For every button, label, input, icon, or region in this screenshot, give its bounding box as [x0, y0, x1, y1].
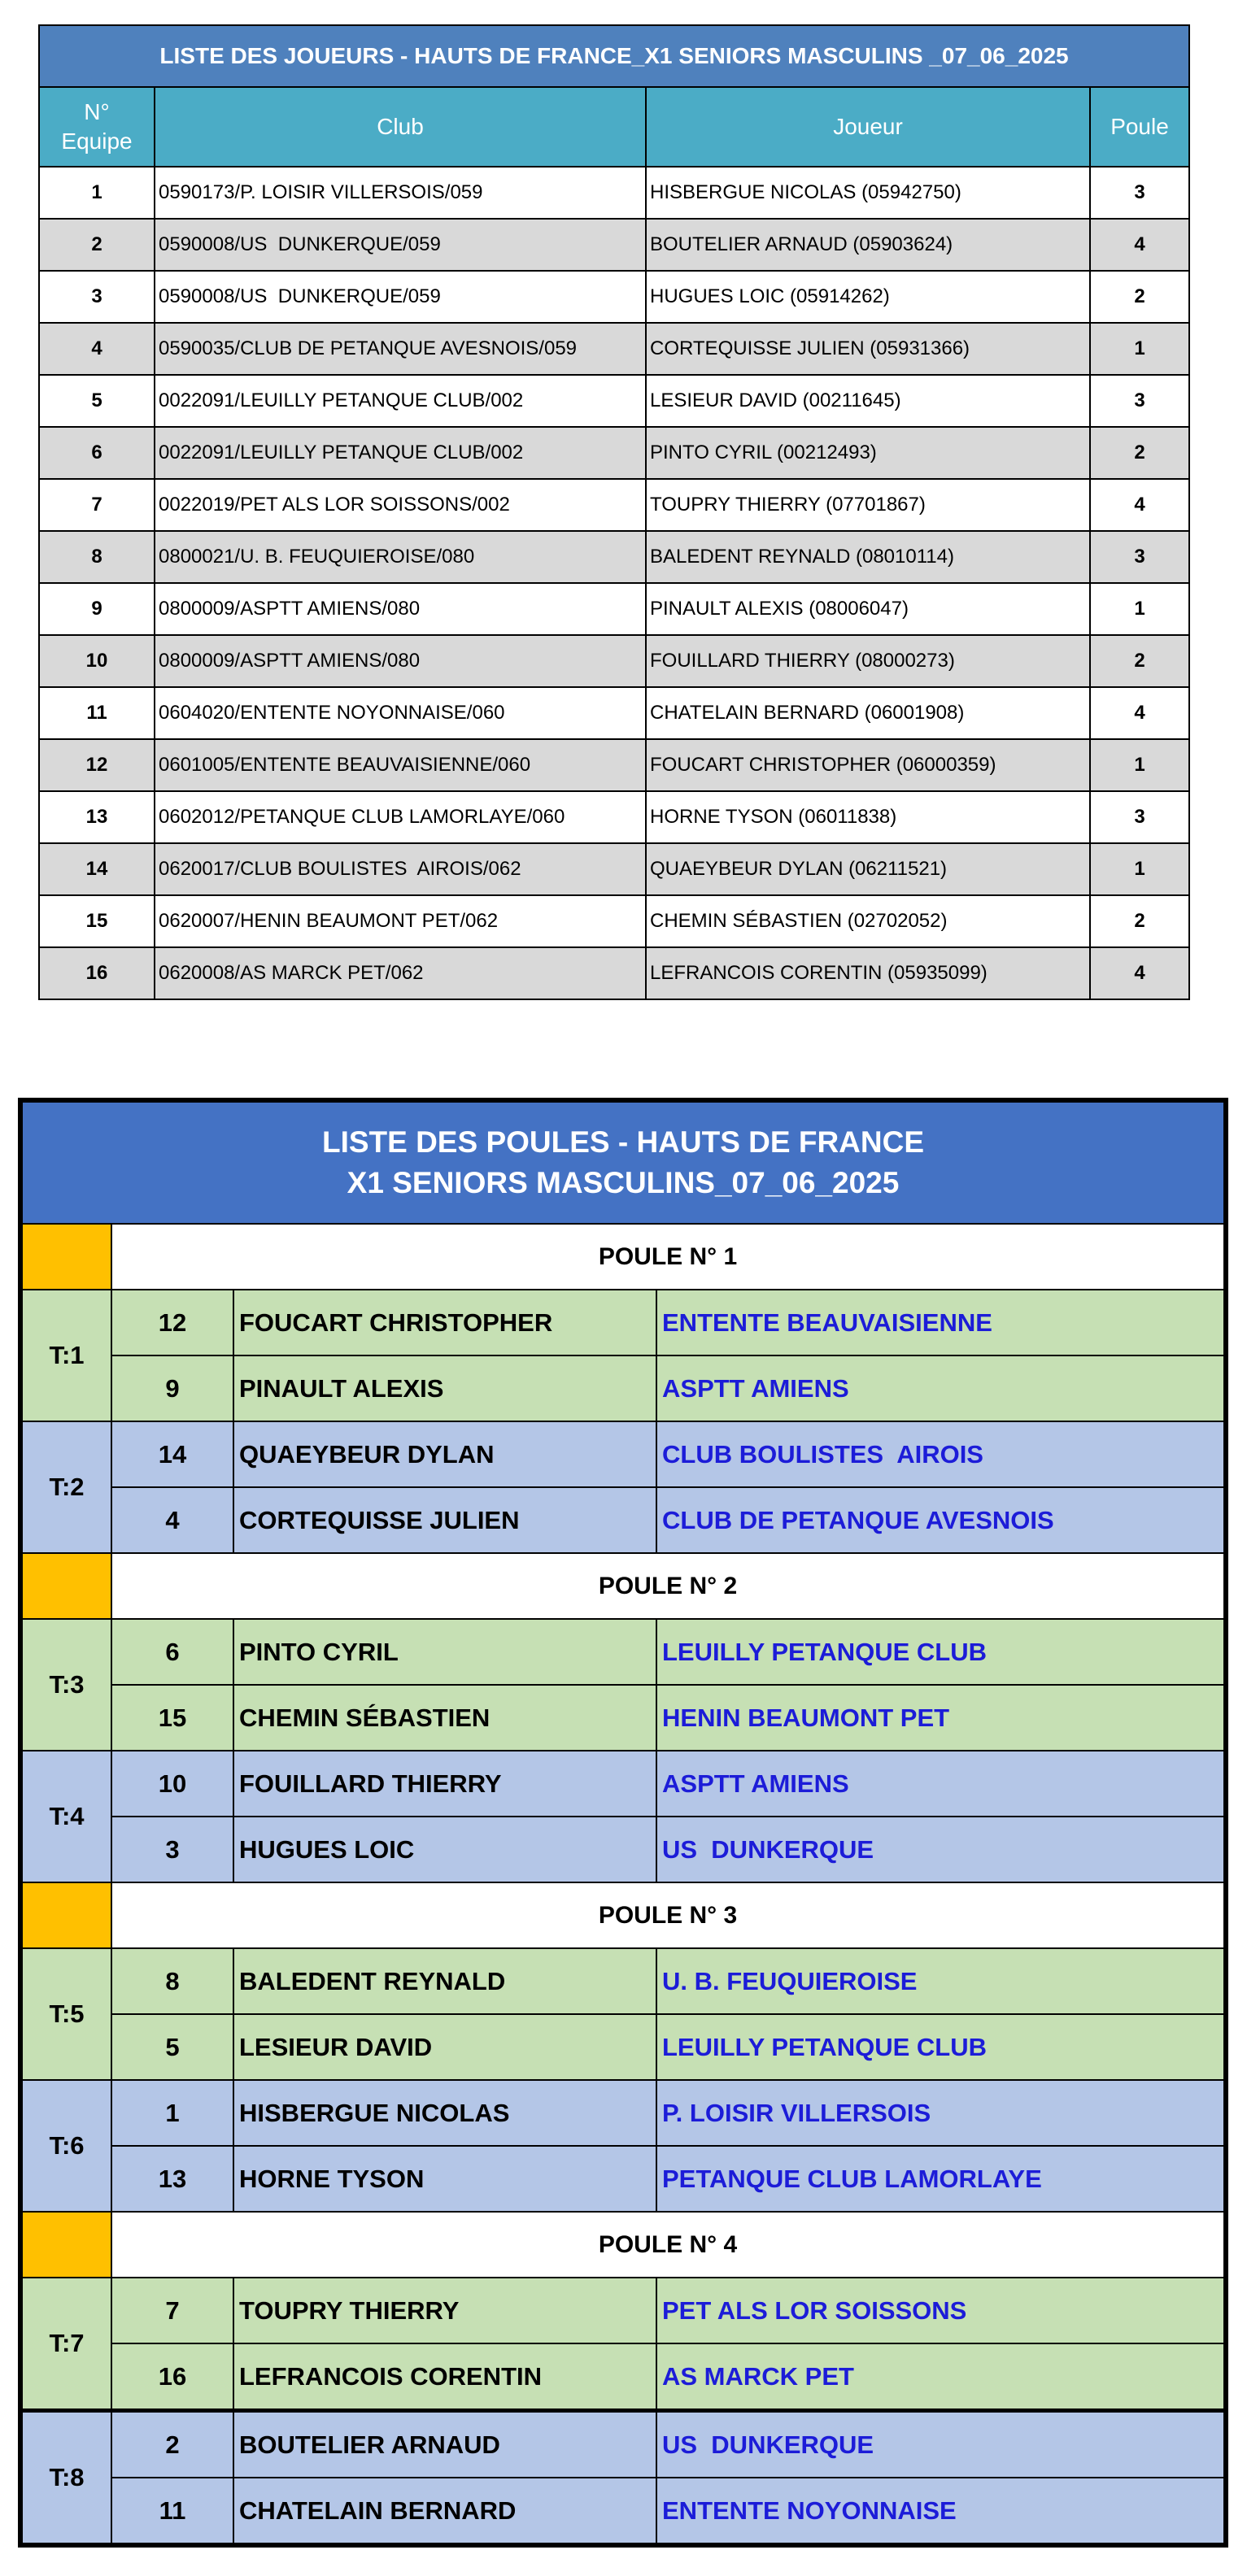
team-number: 1: [39, 167, 155, 219]
pool-cell: 4: [1090, 479, 1189, 531]
player-cell: FOUCART CHRISTOPHER (06000359): [646, 739, 1090, 791]
team-number: 1: [111, 2080, 233, 2146]
match-player-row: [20, 2411, 1226, 2478]
pool-marker: [20, 1224, 111, 1290]
match-player-row: [20, 1685, 1226, 1751]
club-cell: 0620017/CLUB BOULISTES AIROIS/062: [155, 843, 646, 895]
player-cell: BOUTELIER ARNAUD (05903624): [646, 219, 1090, 271]
player-row: [39, 323, 1189, 375]
club-name: P. LOISIR VILLERSOIS: [656, 2080, 1226, 2146]
player-name: PINAULT ALEXIS: [233, 1355, 656, 1421]
player-cell: QUAEYBEUR DYLAN (06211521): [646, 843, 1090, 895]
terrain-label: T:7: [20, 2278, 111, 2411]
player-name: PINTO CYRIL: [233, 1619, 656, 1685]
team-number: 10: [111, 1751, 233, 1817]
team-number: 16: [111, 2343, 233, 2411]
team-number: 14: [39, 843, 155, 895]
pool-title: POULE N° 3: [111, 1882, 1226, 1948]
match-player-row: [20, 1817, 1226, 1882]
pool-header-row: [20, 1224, 1226, 1290]
terrain-label: T:5: [20, 1948, 111, 2080]
pool-marker: [20, 1882, 111, 1948]
club-cell: 0590173/P. LOISIR VILLERSOIS/059: [155, 167, 646, 219]
player-row: [39, 895, 1189, 947]
club-cell: 0022091/LEUILLY PETANQUE CLUB/002: [155, 375, 646, 427]
pool-cell: 3: [1090, 375, 1189, 427]
club-name: ASPTT AMIENS: [656, 1751, 1226, 1817]
team-number: 6: [111, 1619, 233, 1685]
match-player-row: [20, 1948, 1226, 2014]
pools-table: [18, 1098, 1228, 2548]
player-row: [39, 947, 1189, 999]
player-name: LESIEUR DAVID: [233, 2014, 656, 2080]
club-cell: 0800009/ASPTT AMIENS/080: [155, 583, 646, 635]
club-cell: 0590008/US DUNKERQUE/059: [155, 271, 646, 323]
pool-cell: 2: [1090, 895, 1189, 947]
club-cell: 0590008/US DUNKERQUE/059: [155, 219, 646, 271]
pool-cell: 2: [1090, 427, 1189, 479]
pool-header-row: [20, 1553, 1226, 1619]
team-number: 13: [111, 2146, 233, 2212]
team-number: 8: [111, 1948, 233, 2014]
player-row: [39, 167, 1189, 219]
pool-cell: 1: [1090, 583, 1189, 635]
player-cell: HISBERGUE NICOLAS (05942750): [646, 167, 1090, 219]
team-number: 16: [39, 947, 155, 999]
club-name: CLUB DE PETANQUE AVESNOIS: [656, 1487, 1226, 1553]
club-cell: 0022091/LEUILLY PETANQUE CLUB/002: [155, 427, 646, 479]
pool-cell: 3: [1090, 791, 1189, 843]
pool-cell: 3: [1090, 167, 1189, 219]
team-number: 5: [111, 2014, 233, 2080]
player-row: [39, 739, 1189, 791]
players-table-body: [39, 167, 1189, 999]
club-name: LEUILLY PETANQUE CLUB: [656, 1619, 1226, 1685]
player-cell: PINTO CYRIL (00212493): [646, 427, 1090, 479]
player-name: CORTEQUISSE JULIEN: [233, 1487, 656, 1553]
header-team-number: [39, 87, 155, 167]
club-name: PETANQUE CLUB LAMORLAYE: [656, 2146, 1226, 2212]
pool-title: POULE N° 1: [111, 1224, 1226, 1290]
player-cell: LEFRANCOIS CORENTIN (05935099): [646, 947, 1090, 999]
player-cell: CORTEQUISSE JULIEN (05931366): [646, 323, 1090, 375]
player-row: [39, 375, 1189, 427]
pools-table-title: [20, 1100, 1226, 1224]
match-player-row: [20, 2278, 1226, 2343]
team-number: 12: [39, 739, 155, 791]
player-row: [39, 479, 1189, 531]
pool-marker: [20, 2212, 111, 2278]
club-cell: 0620008/AS MARCK PET/062: [155, 947, 646, 999]
match-player-row: [20, 2080, 1226, 2146]
terrain-label: T:3: [20, 1619, 111, 1751]
match-player-row: [20, 1619, 1226, 1685]
match-player-row: [20, 2478, 1226, 2545]
player-name: HORNE TYSON: [233, 2146, 656, 2212]
players-table: [38, 24, 1190, 1000]
team-number: 2: [39, 219, 155, 271]
pools-title-line-2: X1 SENIORS MASCULINS_07_06_2025: [347, 1166, 900, 1199]
club-cell: 0620007/HENIN BEAUMONT PET/062: [155, 895, 646, 947]
club-cell: 0601005/ENTENTE BEAUVAISIENNE/060: [155, 739, 646, 791]
header-player: Joueur: [646, 87, 1090, 167]
player-row: [39, 427, 1189, 479]
pool-cell: 2: [1090, 635, 1189, 687]
team-number: 2: [111, 2411, 233, 2478]
team-number: 3: [39, 271, 155, 323]
player-row: [39, 219, 1189, 271]
team-number: 12: [111, 1290, 233, 1355]
terrain-label: T:4: [20, 1751, 111, 1882]
pool-cell: 4: [1090, 947, 1189, 999]
player-name: HUGUES LOIC: [233, 1817, 656, 1882]
header-pool: Poule: [1090, 87, 1189, 167]
team-number: 11: [111, 2478, 233, 2545]
header-club: Club: [155, 87, 646, 167]
player-row: [39, 271, 1189, 323]
team-number: 7: [39, 479, 155, 531]
player-name: QUAEYBEUR DYLAN: [233, 1421, 656, 1487]
terrain-label: T:2: [20, 1421, 111, 1553]
team-number: 4: [39, 323, 155, 375]
club-name: PET ALS LOR SOISSONS: [656, 2278, 1226, 2343]
player-cell: HORNE TYSON (06011838): [646, 791, 1090, 843]
club-cell: 0800021/U. B. FEUQUIEROISE/080: [155, 531, 646, 583]
club-cell: 0604020/ENTENTE NOYONNAISE/060: [155, 687, 646, 739]
player-name: BALEDENT REYNALD: [233, 1948, 656, 2014]
pool-cell: 4: [1090, 219, 1189, 271]
club-name: AS MARCK PET: [656, 2343, 1226, 2411]
club-cell: 0022019/PET ALS LOR SOISSONS/002: [155, 479, 646, 531]
player-row: [39, 583, 1189, 635]
pool-header-row: [20, 2212, 1226, 2278]
club-name: HENIN BEAUMONT PET: [656, 1685, 1226, 1751]
club-name: ASPTT AMIENS: [656, 1355, 1226, 1421]
header-team-number-label: N° Equipe: [61, 99, 133, 154]
terrain-label: T:6: [20, 2080, 111, 2212]
pool-cell: 3: [1090, 531, 1189, 583]
pool-marker: [20, 1553, 111, 1619]
club-name: U. B. FEUQUIEROISE: [656, 1948, 1226, 2014]
pool-header-row: [20, 1882, 1226, 1948]
player-name: FOUCART CHRISTOPHER: [233, 1290, 656, 1355]
player-cell: HUGUES LOIC (05914262): [646, 271, 1090, 323]
club-name: LEUILLY PETANQUE CLUB: [656, 2014, 1226, 2080]
match-player-row: [20, 2014, 1226, 2080]
team-number: 4: [111, 1487, 233, 1553]
club-cell: 0590035/CLUB DE PETANQUE AVESNOIS/059: [155, 323, 646, 375]
player-name: CHATELAIN BERNARD: [233, 2478, 656, 2545]
team-number: 7: [111, 2278, 233, 2343]
team-number: 5: [39, 375, 155, 427]
team-number: 11: [39, 687, 155, 739]
club-name: ENTENTE BEAUVAISIENNE: [656, 1290, 1226, 1355]
player-cell: CHATELAIN BERNARD (06001908): [646, 687, 1090, 739]
team-number: 3: [111, 1817, 233, 1882]
team-number: 9: [39, 583, 155, 635]
player-cell: PINAULT ALEXIS (08006047): [646, 583, 1090, 635]
team-number: 13: [39, 791, 155, 843]
player-row: [39, 843, 1189, 895]
team-number: 10: [39, 635, 155, 687]
terrain-label: T:1: [20, 1290, 111, 1421]
player-name: LEFRANCOIS CORENTIN: [233, 2343, 656, 2411]
pool-title: POULE N° 2: [111, 1553, 1226, 1619]
pool-cell: 1: [1090, 843, 1189, 895]
club-cell: 0602012/PETANQUE CLUB LAMORLAYE/060: [155, 791, 646, 843]
team-number: 8: [39, 531, 155, 583]
player-row: [39, 791, 1189, 843]
match-player-row: [20, 2343, 1226, 2411]
club-name: ENTENTE NOYONNAISE: [656, 2478, 1226, 2545]
player-cell: BALEDENT REYNALD (08010114): [646, 531, 1090, 583]
player-name: HISBERGUE NICOLAS: [233, 2080, 656, 2146]
club-cell: 0800009/ASPTT AMIENS/080: [155, 635, 646, 687]
pools-title-line-1: LISTE DES POULES - HAUTS DE FRANCE: [321, 1125, 925, 1159]
team-number: 15: [111, 1685, 233, 1751]
player-cell: FOUILLARD THIERRY (08000273): [646, 635, 1090, 687]
pool-title: POULE N° 4: [111, 2212, 1226, 2278]
club-name: US DUNKERQUE: [656, 1817, 1226, 1882]
club-name: CLUB BOULISTES AIROIS: [656, 1421, 1226, 1487]
pool-cell: 2: [1090, 271, 1189, 323]
pool-cell: 1: [1090, 739, 1189, 791]
terrain-label: T:8: [20, 2411, 111, 2546]
team-number: 14: [111, 1421, 233, 1487]
match-player-row: [20, 1751, 1226, 1817]
club-name: US DUNKERQUE: [656, 2411, 1226, 2478]
match-player-row: [20, 1421, 1226, 1487]
match-player-row: [20, 1290, 1226, 1355]
match-player-row: [20, 2146, 1226, 2212]
pool-cell: 1: [1090, 323, 1189, 375]
player-cell: TOUPRY THIERRY (07701867): [646, 479, 1090, 531]
player-row: [39, 687, 1189, 739]
players-table-title: LISTE DES JOUEURS - HAUTS DE FRANCE_X1 SENIORS MASCULINS _07_06_2025: [39, 25, 1189, 87]
pools-table-body: [20, 1224, 1226, 2545]
player-name: TOUPRY THIERRY: [233, 2278, 656, 2343]
player-row: [39, 531, 1189, 583]
team-number: 15: [39, 895, 155, 947]
player-name: FOUILLARD THIERRY: [233, 1751, 656, 1817]
player-name: CHEMIN SÉBASTIEN: [233, 1685, 656, 1751]
player-name: BOUTELIER ARNAUD: [233, 2411, 656, 2478]
team-number: 9: [111, 1355, 233, 1421]
player-cell: LESIEUR DAVID (00211645): [646, 375, 1090, 427]
pool-cell: 4: [1090, 687, 1189, 739]
team-number: 6: [39, 427, 155, 479]
match-player-row: [20, 1355, 1226, 1421]
match-player-row: [20, 1487, 1226, 1553]
player-cell: CHEMIN SÉBASTIEN (02702052): [646, 895, 1090, 947]
player-row: [39, 635, 1189, 687]
